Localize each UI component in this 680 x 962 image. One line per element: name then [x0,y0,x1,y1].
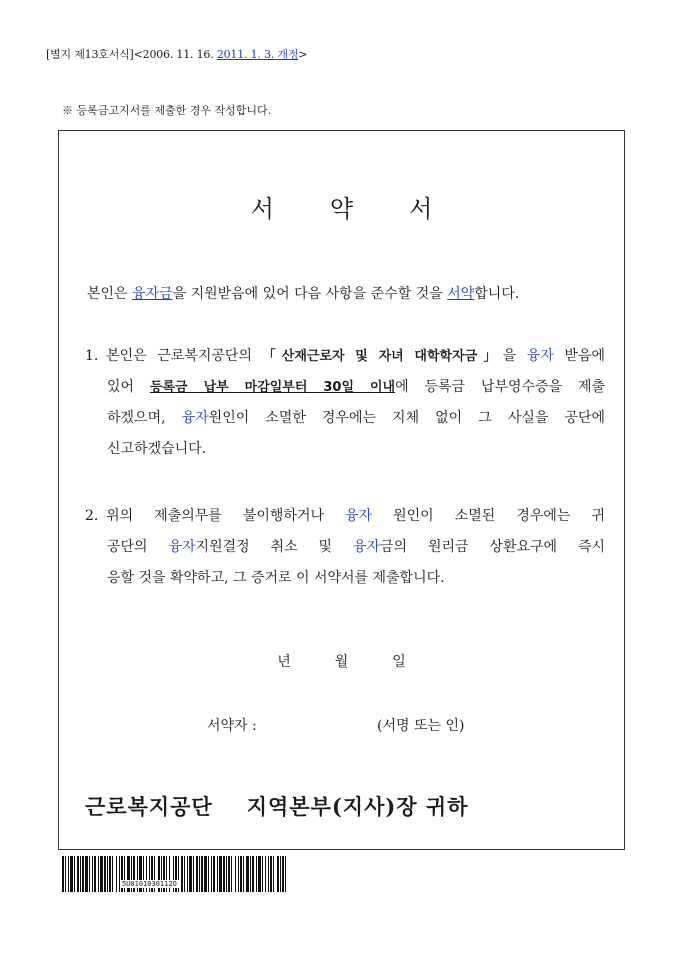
document-title [59,189,624,224]
barcode-bar [68,856,69,892]
barcode-bar [258,856,261,892]
loan-term: 융자 [352,539,380,555]
barcode-bar [282,856,284,892]
clause-1-line-4: 신고하겠습니다. [107,441,207,457]
barcode-bar [223,856,225,892]
form-label: [별지 제13호서식]<2006. 11. 16. [46,48,217,61]
barcode-bar [199,856,200,892]
clause-1-line-2: 있어 등록금 납부 마감일부터 30일 이내에 등록금 납부영수증을 제출 [107,379,606,395]
clause-1 [85,341,605,465]
barcode-bar [235,856,236,892]
barcode-bar [98,856,99,892]
barcode-bar [270,856,272,892]
barcode-bar [273,856,274,892]
barcode-bar [109,856,111,892]
barcode-bar [181,856,183,892]
barcode-bar [189,856,192,892]
barcode-bar [184,856,185,892]
barcode-bar [193,856,194,892]
program-name: 「산재근로자 및 자녀 대학학자금」 [262,349,503,364]
form-header-suffix: > [298,48,308,61]
signer-label: 서약자 : [207,718,257,734]
barcode-bar [226,856,227,892]
barcode-bar [231,856,232,892]
barcode-bar [217,856,218,892]
barcode-bar [265,856,266,892]
barcode-bar [268,856,269,892]
barcode-bar [196,856,198,892]
barcode-number: 5U0101030112O [122,880,177,888]
loan-term: 융자 [181,410,209,426]
barcode-bar [252,856,254,892]
pledge-form [58,130,625,850]
barcode-bar [213,856,215,892]
barcode-bar [107,856,108,892]
barcode-bar [246,856,249,892]
barcode-bar [187,856,188,892]
barcode-bar [201,856,203,892]
intro-pledge-link[interactable]: 서약 [447,286,475,302]
day-label: 일 [392,654,406,670]
year-label: 년 [277,654,291,670]
barcode-bar [116,856,117,892]
date-line [59,651,624,671]
barcode-bar [85,856,88,892]
barcode-bar [112,856,113,892]
barcode-bar [65,856,66,892]
barcode-bar [104,856,106,892]
clause-2-line-1: 2. 위의 제출의무를 불이행하거나 융자 원인이 소멸된 경우에는 귀 [85,501,605,532]
month-label: 월 [334,654,349,670]
signature-placeholder: (서명 또는 인) [377,718,465,734]
recipient-line [85,791,468,821]
clause-1-number: 1. [85,348,99,364]
title-char-3: 서 [409,195,433,223]
clause-2-line-2: 공단의 융자지원결정 취소 및 융자금의 원리금 상환요구에 즉시 [107,539,605,555]
clause-1-line-3: 하겠으며, 융자원인이 소멸한 경우에는 지체 없이 그 사실을 공단에 [107,410,606,426]
barcode-bar [262,856,263,892]
barcode-bar [204,856,207,892]
barcode-bar [256,856,257,892]
barcode-bar [240,856,242,892]
barcode-bar [82,856,84,892]
barcode-bar [277,856,279,892]
recipient-org: 근로복지공단 [85,794,213,819]
barcode-bar [208,856,209,892]
title-char-1: 서 [250,195,274,223]
barcode-bar [94,856,96,892]
barcode-bar [280,856,281,892]
recipient-title: 지역본부(지사)장 귀하 [246,794,469,819]
barcode-bar [100,856,103,892]
instruction-note: ※ 등록금고지서를 제출한 경우 작성합니다. [62,104,272,117]
deadline-text: 등록금 납부 마감일부터 30일 이내 [149,380,396,395]
barcode-bar [80,856,81,892]
barcode-bar [250,856,251,892]
barcode-bar [62,856,64,892]
barcode-bar [285,856,286,892]
form-header [46,46,307,62]
loan-term: 융자 [168,539,196,555]
barcode-bar [77,856,79,892]
loan-term: 융자 [345,508,373,524]
barcode-bar [89,856,90,892]
barcode-bar [243,856,244,892]
barcode-bar [70,856,73,892]
clause-2 [85,501,605,594]
barcode-bar [211,856,212,892]
revision-link[interactable]: 2011. 1. 3. 개정 [216,48,299,61]
intro-paragraph [87,283,519,303]
barcode-bar [238,856,239,892]
barcode-bar [228,856,230,892]
intro-loan-link[interactable]: 융자금 [132,286,173,302]
barcode-bar [92,856,93,892]
title-char-2: 약 [329,195,354,223]
clause-2-line-3: 응할 것을 확약하고, 그 증거로 이 서약서를 제출합니다. [107,570,445,586]
barcode-bar [219,856,222,892]
clause-1-line-1: 1. 본인은 근로복지공단의 「산재근로자 및 자녀 대학학자금」을 융자 받음에 [85,341,605,372]
clause-2-number: 2. [85,508,99,524]
intro-text-b: 을 지원받음에 있어 다음 사항을 준수할 것을 [172,286,448,302]
loan-term: 융자 [526,348,554,364]
intro-text-a: 본인은 [87,286,133,302]
barcode-bar [74,856,75,892]
intro-text-c: 합니다. [474,286,520,302]
